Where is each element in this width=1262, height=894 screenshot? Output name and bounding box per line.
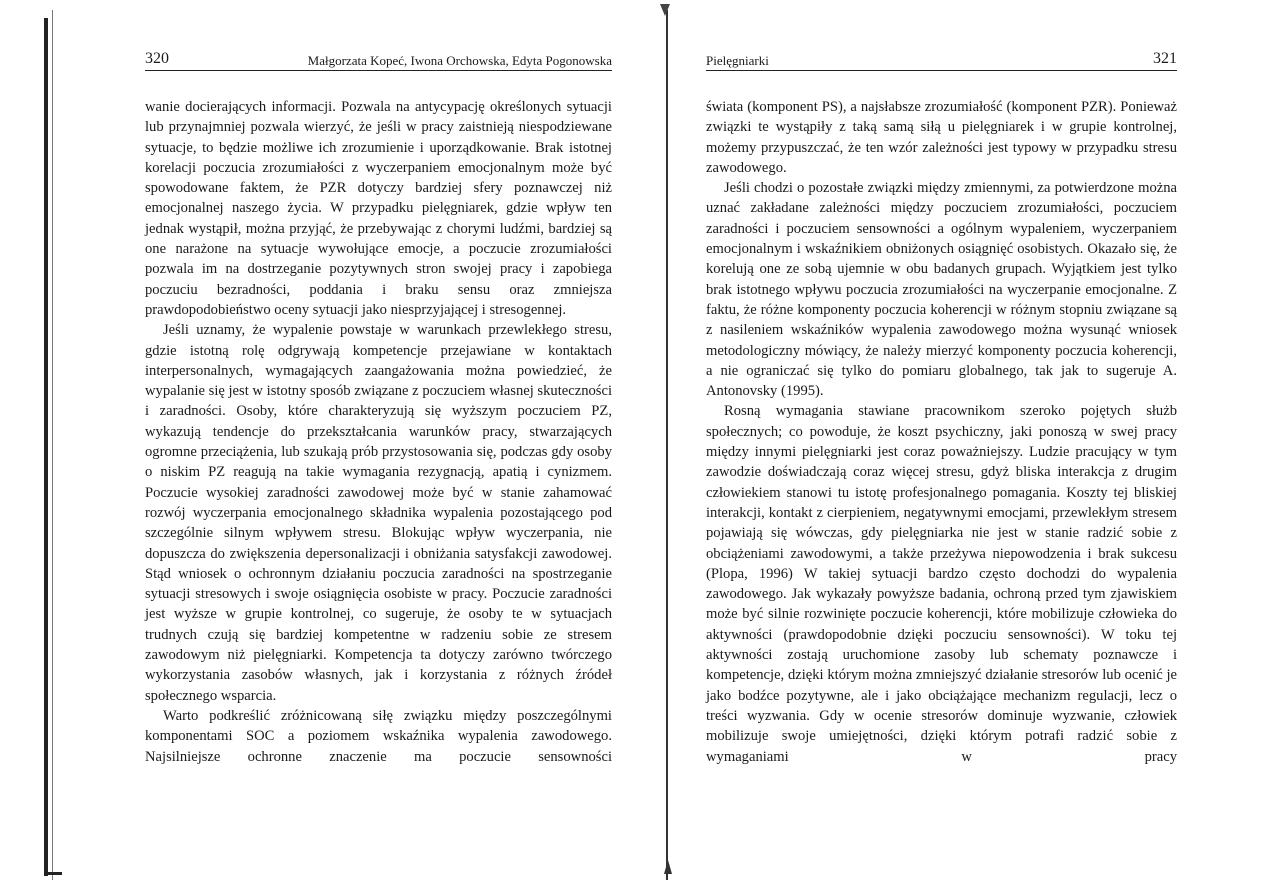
book-gutter bbox=[666, 10, 668, 880]
left-running-head bbox=[145, 50, 612, 71]
left-running-head-text: Małgorzata Kopeć, Iwona Orchowska, Edyta Pogonowska bbox=[307, 53, 612, 68]
right-page-number: 321 bbox=[1153, 50, 1177, 67]
left-page-number: 320 bbox=[145, 50, 169, 67]
right-paragraph-2: Jeśli chodzi o pozostałe związki między zmiennymi, za potwierdzone można uznać zakładane zależności między poczuciem zrozumiałości, poczuciem zaradności i poczuciem sensowności a ogólnym wypaleniem, wyczerpaniem emocjonalnym i wskaźnikiem obniżonych osiągnięć osobistych. Okazało się, że korelują one ze sobą ujemnie w obu badanych grupach. Wyjątkiem jest tylko brak istotnego wpływu poczucia zrozumiałości na wyczerpanie emocjonalne. Z faktu, że różne komponenty poczucia koherencji w różnym stopniu związane są z nasileniem wskaźników wypalenia zawodowego można wysunąć wniosek metodologiczny mówiący, że należy mierzyć komponenty poczucia koherencji, a nie ograniczać się tylko do pomiaru globalnego, tak jak to sugeruje A. Antonovsky (1995). bbox=[706, 180, 1177, 400]
left-paragraph-1: wanie docierających informacji. Pozwala na antycypację określonych sytuacji lub przynajmniej pozwala wierzyć, że jeśli w pracy zaistnieją niespodziewane sytuacje, to będzie możliwe ich zrozumienie i uporządkowanie. Brak istotnej korelacji poczucia zrozumiałości z wyczerpaniem emocjonalnym może być spowodowane faktem, że PZR dotyczy bardziej sfery poznawczej niż emocjonalnej naszego życia. W przypadku pielęgniarek, gdzie wpływ ten jednak wystąpił, można przyjąć, że przebywając z chorymi ludźmi, bardziej są one narażone na sytuacje wywołujące emocje, a poczucie zrozumiałości pozwala im na dostrzeganie pozytywnych stron swojej pracy i zapobiega poczuciu bezradności, poddania i braku sensu oraz zmniejsza prawdopodobieństwo oceny sytuacji jako niesprzyjającej i stresogennej. bbox=[145, 99, 612, 318]
left-paragraph-3: Warto podkreślić zróżnicowaną siłę związku między poszczególnymi komponentami SOC a poziomem wskaźnika wypalenia zawodowego. Najsilniejsze ochronne znaczenie ma poczucie sensowności bbox=[145, 707, 612, 765]
right-body-text bbox=[706, 97, 1177, 767]
scan-edge-left-thin bbox=[52, 10, 53, 880]
right-page bbox=[706, 50, 1177, 767]
right-running-head bbox=[706, 50, 1177, 71]
right-paragraph-1: świata (komponent PS), a najsłabsze zrozumiałość (komponent PZR). Ponieważ związki te wystąpiły z taką samą siłą u pielęgniarek i w grupie kontrolnej, możemy przypuszczać, że ten wzór zależności jest typowy w przypadku stresu zawodowego. bbox=[706, 99, 1177, 176]
scan-edge-bottom bbox=[44, 872, 62, 875]
left-page bbox=[145, 50, 612, 767]
right-running-head-text: Pielęgniarki bbox=[706, 53, 769, 68]
right-paragraph-3: Rosną wymagania stawiane pracownikom szeroko pojętych służb społecznych; co powoduje, że koszt psychiczny, jaki ponoszą w swej pracy między innymi pielęgniarki jest coraz poważniejszy. Ludzie pracujący w tym zawodzie doświadczają coraz więcej stresu, gdyż bliska interakcja z drugim człowiekiem stanowi tu istotę profesjonalnego pomagania. Koszty tej bliskiej interakcji, kontakt z cierpieniem, negatywnymi emocjami, przewlekłym stresem pojawiają się wówczas, gdy pielęgniarka nie jest w stanie radzić sobie z obciążeniami zawodowymi, a także przeżywa niepowodzenia i brak sukcesu (Plopa, 1996) W takiej sytuacji bardzo często dochodzi do wypalenia zawodowego. Jak wykazały powyższe badania, ochroną przed tym zjawiskiem może być silnie rozwinięte poczucie koherencji, które mobilizuje człowieka do aktywności (prawdopodobnie dzięki poczuciu sensowności). W toku tej aktywności zostają uruchomione zasoby lub schematy poznawcze i kompetencje, dzięki którym można zmniejszyć działanie stresorów lub ocenić je jako bodźce pozytywne, ale i jako obciążające mechanizm regulacji, lecz o treści wyzwania. Gdy w ocenie stresorów dominuje wyzwanie, człowiek mobilizuje swoje umiejętności, dzięki którym potrafi radzić sobie z wymaganiami w pracy bbox=[706, 403, 1177, 765]
left-paragraph-2: Jeśli uznamy, że wypalenie powstaje w warunkach przewlekłego stresu, gdzie istotną rolę odgrywają kompetencje przejawiane w kontaktach interpersonalnych, wymagających zaangażowania można powiedzieć, że wypalanie się jest w istotny sposób związane z poczuciem własnej skuteczności i zaradności. Osoby, które charakteryzują się wyższym poczuciem PZ, wykazują tendencje do przekształcania warunków pracy, stwarzających ogromne przeciążenia, lub szukają prób przystosowania się, podczas gdy osoby o niskim PZ reagują na takie wymagania rezygnacją, apatią i cynizmem. Poczucie wysokiej zaradności zawodowej może być w stanie zahamować rozwój wyczerpania emocjonalnego składnika wypalenia pozostającego pod szczególnie silnym wpływem stresu. Blokując wpływ wyczerpania, nie dopuszcza do zwiększenia depersonalizacji i obniżania satysfakcji zawodowej. Stąd wniosek o ochronnym działaniu poczucia zaradności na spostrzeganie sytuacji stresowych i swoje osiągnięcia osobiste w pracy. Poczucie zaradności jest wyższe w grupie kontrolnej, co sugeruje, że osoby te w sytuacjach trudnych czują się bardziej kompetentne w radzeniu sobie ze stresem zawodowym niż pielęgniarki. Kompetencja ta dotyczy zarówno twórczego wykorzystania zasobów własnych, jak i korzystania z różnych źródeł społecznego wsparcia. bbox=[145, 322, 612, 704]
scan-edge-left bbox=[44, 18, 48, 876]
left-body-text bbox=[145, 97, 612, 767]
gutter-mark-top bbox=[660, 4, 670, 16]
